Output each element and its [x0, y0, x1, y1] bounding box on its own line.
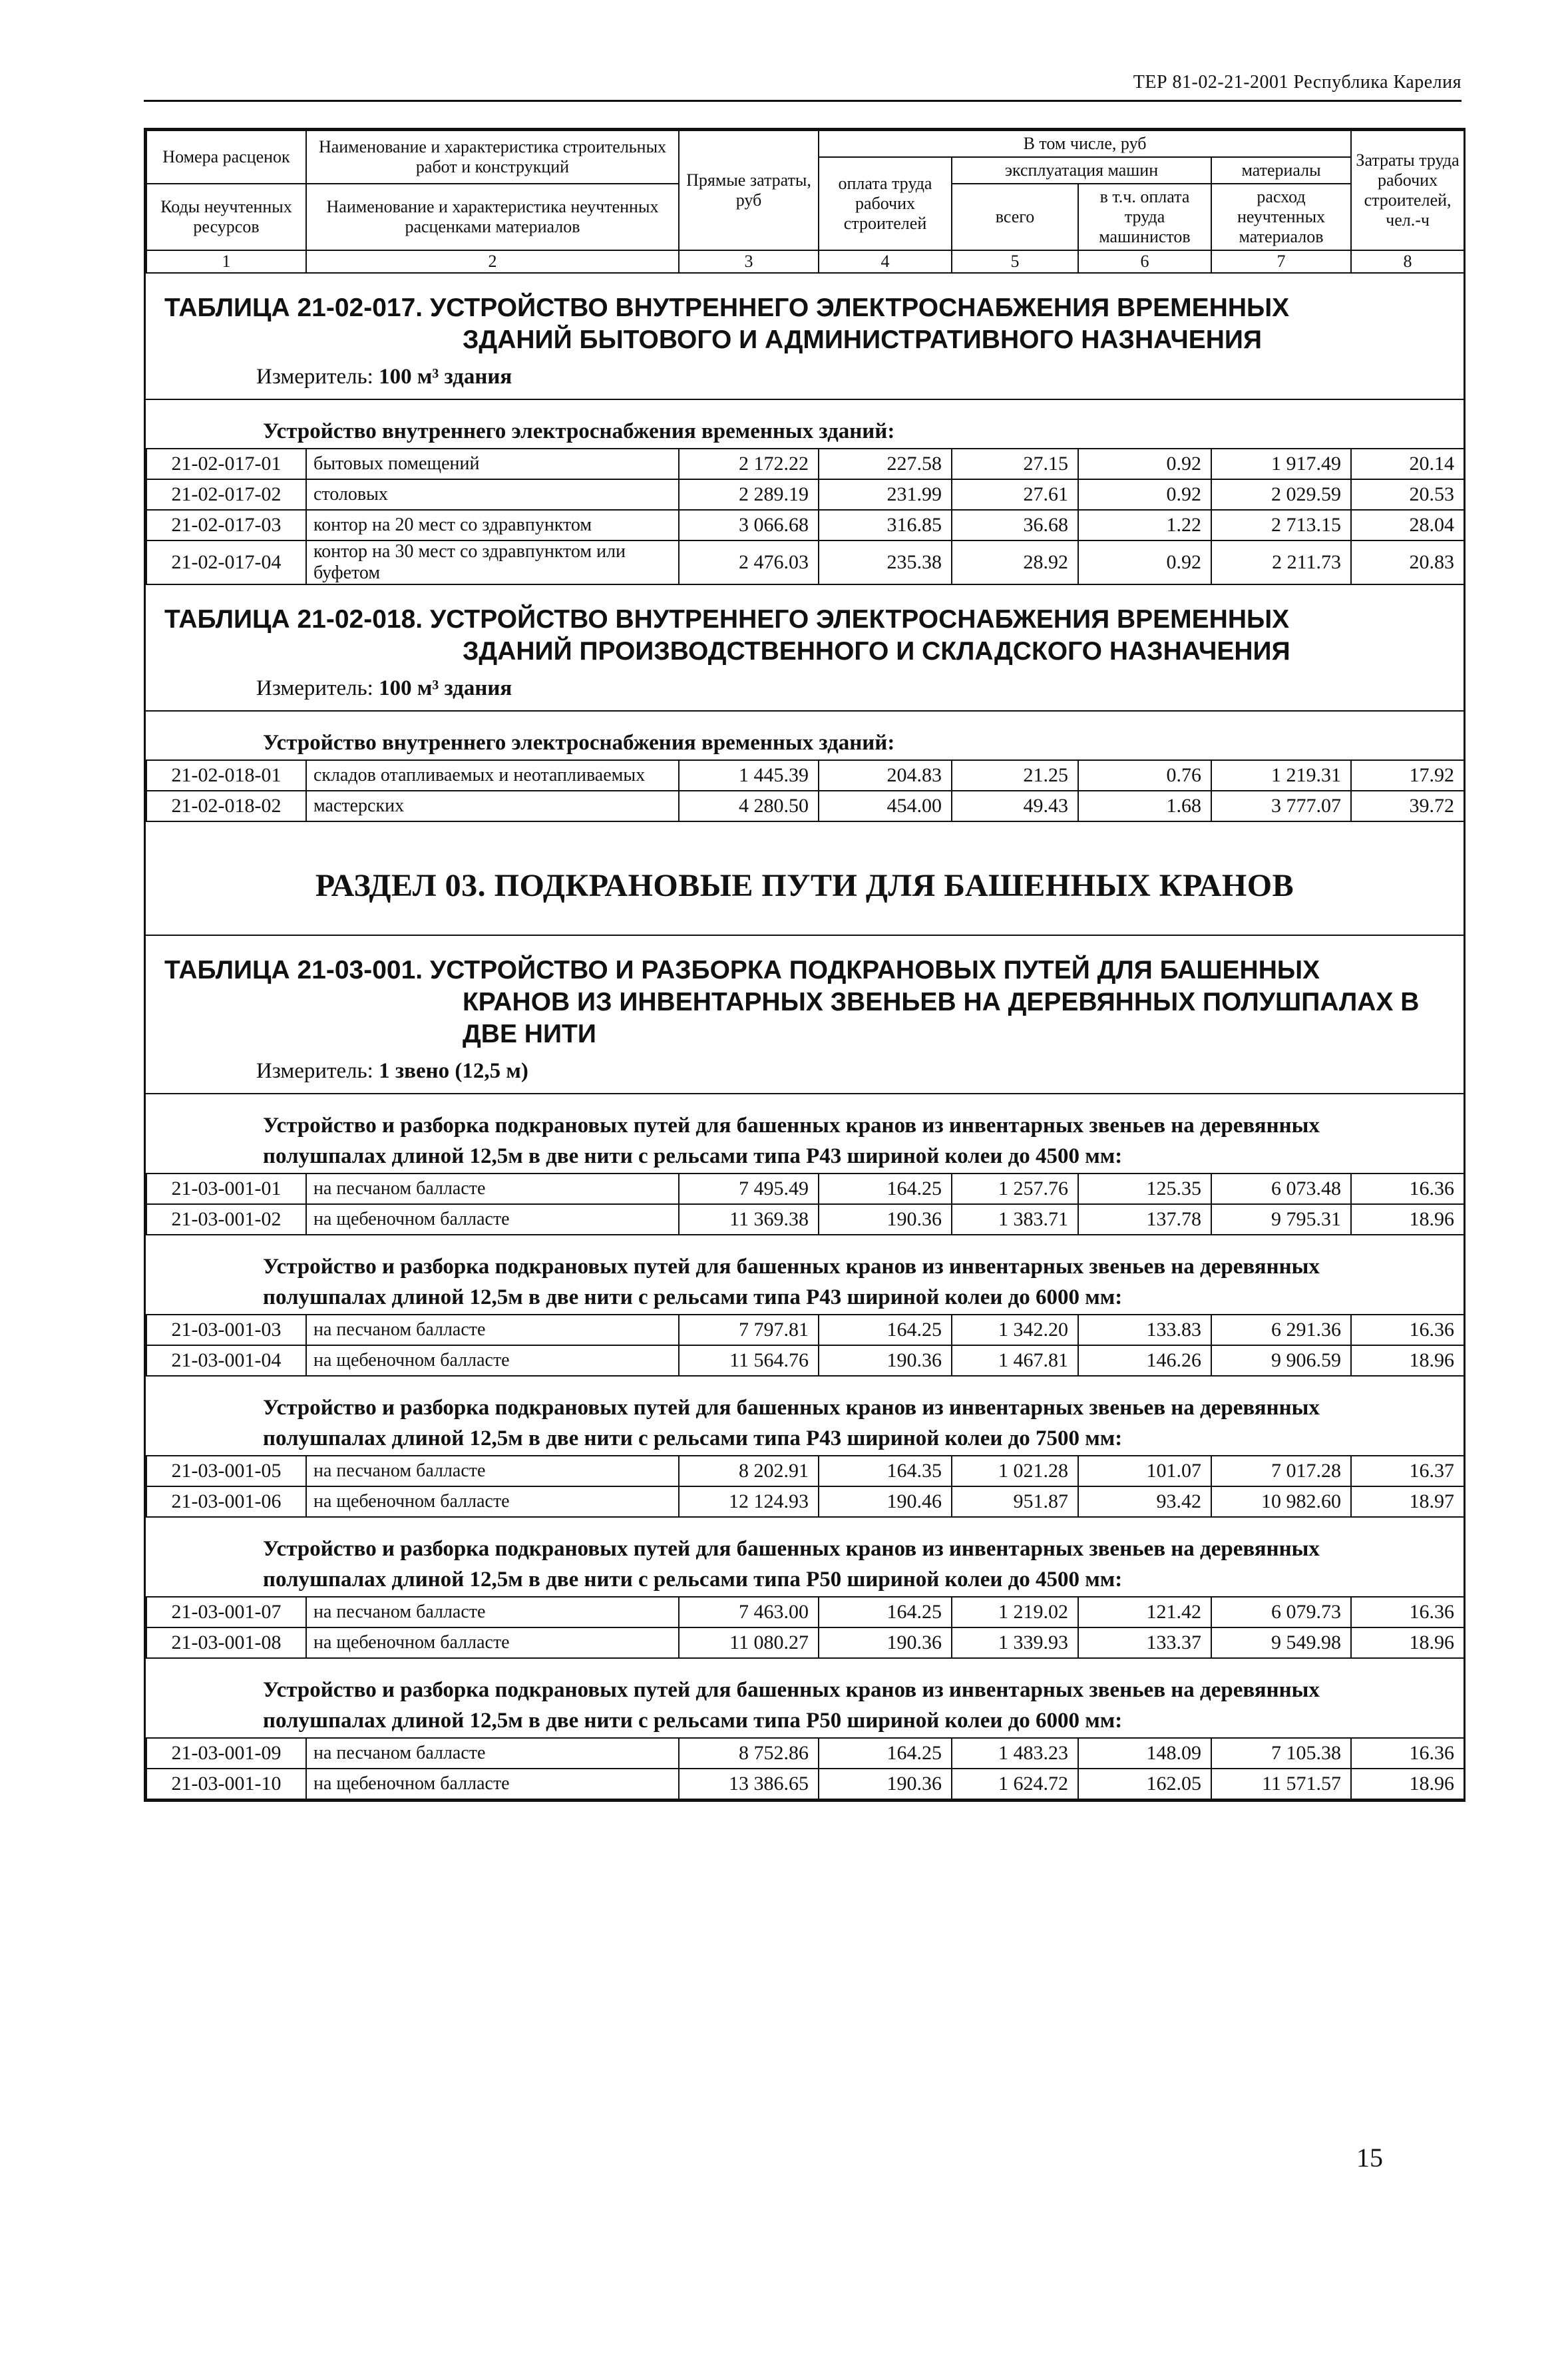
machinist-wages: 133.83	[1078, 1315, 1211, 1345]
labor-hours: 28.04	[1351, 510, 1464, 540]
rate-code: 21-03-001-02	[146, 1204, 306, 1235]
machinist-wages: 125.35	[1078, 1174, 1211, 1204]
table-title-continuation: ЗДАНИЙ ПРОИЗВОДСТВЕННОГО И СКЛАДСКОГО НАЗНАЧЕНИЯ	[463, 637, 1290, 666]
worker-wages: 190.46	[819, 1486, 952, 1517]
labor-hours: 16.36	[1351, 1738, 1464, 1769]
group-heading: Устройство и разборка подкрановых путей для башенных кранов из инвентарных звеньев на деревянных полушпалах длиной 12,5м в две нити с рельсами типа Р43 шириной колеи до 7500 мм:	[263, 1396, 1320, 1450]
group-machines-header: эксплуатация машин	[952, 157, 1211, 184]
worker-wages: 164.35	[819, 1456, 952, 1486]
column-header	[146, 130, 1465, 274]
machinist-wages: 93.42	[1078, 1486, 1211, 1517]
column-number: 5	[952, 250, 1078, 273]
labor-hours: 18.96	[1351, 1204, 1464, 1235]
machinist-wages: 0.92	[1078, 479, 1211, 510]
machines-total: 1 624.72	[952, 1769, 1078, 1799]
material-cost: 9 549.98	[1211, 1627, 1351, 1658]
direct-cost: 8 752.86	[679, 1738, 819, 1769]
group-heading: Устройство и разборка подкрановых путей для башенных кранов из инвентарных звеньев на деревянных полушпалах длиной 12,5м в две нити с рельсами типа Р43 шириной колеи до 6000 мм:	[263, 1255, 1320, 1309]
work-name: на песчаном балласте	[306, 1597, 679, 1627]
work-name: на песчаном балласте	[306, 1315, 679, 1345]
work-name: на щебеночном балласте	[306, 1345, 679, 1376]
table-row	[146, 1769, 1464, 1799]
worker-wages: 231.99	[819, 479, 952, 510]
col-resource-code-header: Коды неучтенных ресурсов	[146, 184, 306, 250]
rate-code: 21-02-018-01	[146, 760, 306, 791]
table-row	[146, 1456, 1464, 1486]
machinist-wages: 133.37	[1078, 1627, 1211, 1658]
rate-code: 21-03-001-01	[146, 1174, 306, 1204]
machines-total: 21.25	[952, 760, 1078, 791]
work-name: складов отапливаемых и неотапливаемых	[306, 760, 679, 791]
rate-code: 21-03-001-03	[146, 1315, 306, 1345]
machinist-wages: 0.76	[1078, 760, 1211, 791]
measurement-unit	[164, 359, 1464, 395]
machines-total: 1 339.93	[952, 1627, 1078, 1658]
rate-code: 21-03-001-09	[146, 1738, 306, 1769]
table-title-line	[164, 955, 1464, 986]
table-title-continuation: КРАНОВ ИЗ ИНВЕНТАРНЫХ ЗВЕНЬЕВ НА ДЕРЕВЯННЫХ ПОЛУШПАЛАХ В	[463, 988, 1420, 1016]
rates-table	[146, 1596, 1465, 1659]
worker-wages: 190.36	[819, 1769, 952, 1799]
col-direct-cost-header: Прямые затраты, руб	[679, 130, 819, 250]
material-cost: 6 291.36	[1211, 1315, 1351, 1345]
table-title-continuation: ЗДАНИЙ БЫТОВОГО И АДМИНИСТРАТИВНОГО НАЗНАЧЕНИЯ	[463, 325, 1262, 354]
column-number: 1	[146, 250, 306, 273]
labor-hours: 16.36	[1351, 1174, 1464, 1204]
machines-total: 1 467.81	[952, 1345, 1078, 1376]
direct-cost: 7 495.49	[679, 1174, 819, 1204]
table-row	[146, 510, 1464, 540]
direct-cost: 2 476.03	[679, 540, 819, 584]
header-rule	[144, 100, 1462, 102]
col-rate-number-header: Номера расценок	[146, 130, 306, 184]
table-title: УСТРОЙСТВО ВНУТРЕННЕГО ЭЛЕКТРОСНАБЖЕНИЯ ВРЕМЕННЫХ	[429, 294, 1290, 322]
group-heading: Устройство и разборка подкрановых путей для башенных кранов из инвентарных звеньев на деревянных полушпалах длиной 12,5м в две нити с рельсами типа Р50 шириной колеи до 6000 мм:	[263, 1678, 1320, 1733]
table-row	[146, 1738, 1464, 1769]
column-number: 2	[306, 250, 679, 273]
work-name: на песчаном балласте	[306, 1456, 679, 1486]
table-code: ТАБЛИЦА 21-03-001.	[164, 956, 423, 984]
work-name: на песчаном балласте	[306, 1738, 679, 1769]
direct-cost: 2 172.22	[679, 449, 819, 479]
worker-wages: 190.36	[819, 1204, 952, 1235]
direct-cost: 12 124.93	[679, 1486, 819, 1517]
work-name: столовых	[306, 479, 679, 510]
rate-code: 21-03-001-08	[146, 1627, 306, 1658]
machinist-wages: 101.07	[1078, 1456, 1211, 1486]
machines-total: 951.87	[952, 1486, 1078, 1517]
worker-wages: 204.83	[819, 760, 952, 791]
material-cost: 6 073.48	[1211, 1174, 1351, 1204]
labor-hours: 16.36	[1351, 1315, 1464, 1345]
column-number: 3	[679, 250, 819, 273]
group-including-header: В том числе, руб	[819, 130, 1351, 157]
rate-code: 21-03-001-05	[146, 1456, 306, 1486]
col-machinist-wages-header: в т.ч. оплата труда машинистов	[1078, 184, 1211, 250]
rate-code: 21-02-017-03	[146, 510, 306, 540]
table-code: ТАБЛИЦА 21-02-018.	[164, 605, 423, 634]
machines-total: 1 021.28	[952, 1456, 1078, 1486]
work-name: бытовых помещений	[306, 449, 679, 479]
table-row	[146, 1174, 1464, 1204]
work-name: контор на 20 мест со здравпунктом	[306, 510, 679, 540]
table-row	[146, 449, 1464, 479]
machines-total: 28.92	[952, 540, 1078, 584]
page-number: 15	[1356, 2143, 1383, 2173]
machines-total: 27.15	[952, 449, 1078, 479]
worker-wages: 190.36	[819, 1627, 952, 1658]
table-row	[146, 760, 1464, 791]
rates-table	[146, 759, 1465, 822]
column-number: 8	[1351, 250, 1464, 273]
work-name: на щебеночном балласте	[306, 1769, 679, 1799]
measurement-unit-value: 100 м³ здания	[379, 676, 512, 700]
work-name: на щебеночном балласте	[306, 1627, 679, 1658]
measurement-unit-value: 1 звено (12,5 м)	[379, 1059, 528, 1083]
col-wages-header: оплата труда рабочих строителей	[819, 157, 952, 250]
table-row	[146, 791, 1464, 821]
rates-table	[146, 1173, 1465, 1235]
work-name: на щебеночном балласте	[306, 1486, 679, 1517]
table-title-continuation: ДВЕ НИТИ	[463, 1020, 596, 1048]
column-number: 6	[1078, 250, 1211, 273]
col-work-name-header: Наименование и характеристика строительных работ и конструкций	[306, 130, 679, 184]
rates-table	[146, 1455, 1465, 1518]
norms-table	[144, 128, 1466, 1802]
running-head: ТЕР 81-02-21-2001 Республика Карелия	[1133, 72, 1462, 93]
material-cost: 7 017.28	[1211, 1456, 1351, 1486]
direct-cost: 2 289.19	[679, 479, 819, 510]
col-material-usage-header: расход неучтенных материалов	[1211, 184, 1351, 250]
material-cost: 2 211.73	[1211, 540, 1351, 584]
table-title: УСТРОЙСТВО И РАЗБОРКА ПОДКРАНОВЫХ ПУТЕЙ ДЛЯ БАШЕННЫХ	[429, 956, 1320, 984]
group-heading: Устройство внутреннего электроснабжения временных зданий:	[263, 419, 895, 443]
table-title-block	[146, 274, 1464, 400]
group-heading: Устройство и разборка подкрановых путей для башенных кранов из инвентарных звеньев на деревянных полушпалах длиной 12,5м в две нити с рельсами типа Р43 шириной колеи до 4500 мм:	[263, 1114, 1320, 1168]
table-title-block	[146, 585, 1464, 712]
col-labor-hours-header: Затраты труда рабочих строителей, чел.-ч	[1351, 130, 1464, 250]
table-title-block	[146, 936, 1464, 1094]
measurement-unit	[164, 670, 1464, 706]
material-cost: 2 029.59	[1211, 479, 1351, 510]
worker-wages: 164.25	[819, 1315, 952, 1345]
machines-total: 49.43	[952, 791, 1078, 821]
machinist-wages: 1.68	[1078, 791, 1211, 821]
rate-code: 21-03-001-06	[146, 1486, 306, 1517]
material-cost: 7 105.38	[1211, 1738, 1351, 1769]
labor-hours: 18.96	[1351, 1627, 1464, 1658]
rate-code: 21-02-017-01	[146, 449, 306, 479]
rate-code: 21-03-001-04	[146, 1345, 306, 1376]
material-cost: 6 079.73	[1211, 1597, 1351, 1627]
col-material-name-header: Наименование и характеристика неучтенных расценками материалов	[306, 184, 679, 250]
direct-cost: 11 080.27	[679, 1627, 819, 1658]
machinist-wages: 0.92	[1078, 540, 1211, 584]
machines-total: 1 383.71	[952, 1204, 1078, 1235]
machines-total: 1 257.76	[952, 1174, 1078, 1204]
worker-wages: 164.25	[819, 1597, 952, 1627]
direct-cost: 11 369.38	[679, 1204, 819, 1235]
measurement-unit-label: Измеритель:	[256, 1059, 373, 1083]
material-cost: 2 713.15	[1211, 510, 1351, 540]
worker-wages: 316.85	[819, 510, 952, 540]
group-heading: Устройство и разборка подкрановых путей для башенных кранов из инвентарных звеньев на деревянных полушпалах длиной 12,5м в две нити с рельсами типа Р50 шириной колеи до 4500 мм:	[263, 1537, 1320, 1592]
machinist-wages: 146.26	[1078, 1345, 1211, 1376]
machinist-wages: 121.42	[1078, 1597, 1211, 1627]
column-number-row	[146, 250, 1464, 273]
labor-hours: 17.92	[1351, 760, 1464, 791]
direct-cost: 8 202.91	[679, 1456, 819, 1486]
table-row	[146, 540, 1464, 584]
table-body	[146, 274, 1464, 1800]
measurement-unit-label: Измеритель:	[256, 676, 373, 700]
labor-hours: 20.83	[1351, 540, 1464, 584]
machines-total: 27.61	[952, 479, 1078, 510]
machinist-wages: 1.22	[1078, 510, 1211, 540]
direct-cost: 1 445.39	[679, 760, 819, 791]
column-number: 4	[819, 250, 952, 273]
worker-wages: 190.36	[819, 1345, 952, 1376]
measurement-unit-value: 100 м³ здания	[379, 365, 512, 389]
table-title-line	[164, 292, 1464, 324]
rates-table	[146, 448, 1465, 585]
rates-table	[146, 1737, 1465, 1800]
worker-wages: 235.38	[819, 540, 952, 584]
material-cost: 1 219.31	[1211, 760, 1351, 791]
machinist-wages: 0.92	[1078, 449, 1211, 479]
table-title-line	[164, 604, 1464, 636]
labor-hours: 20.53	[1351, 479, 1464, 510]
work-name: мастерских	[306, 791, 679, 821]
machines-total: 1 483.23	[952, 1738, 1078, 1769]
machines-total: 36.68	[952, 510, 1078, 540]
work-name: на щебеночном балласте	[306, 1204, 679, 1235]
rate-code: 21-02-017-04	[146, 540, 306, 584]
work-name: контор на 30 мест со здравпунктом или буфетом	[306, 540, 679, 584]
material-cost: 1 917.49	[1211, 449, 1351, 479]
rate-code: 21-03-001-07	[146, 1597, 306, 1627]
labor-hours: 16.36	[1351, 1597, 1464, 1627]
table-title: УСТРОЙСТВО ВНУТРЕННЕГО ЭЛЕКТРОСНАБЖЕНИЯ ВРЕМЕННЫХ	[429, 605, 1290, 634]
machines-total: 1 219.02	[952, 1597, 1078, 1627]
material-cost: 9 795.31	[1211, 1204, 1351, 1235]
labor-hours: 16.37	[1351, 1456, 1464, 1486]
measurement-unit-label: Измеритель:	[256, 365, 373, 389]
table-row	[146, 1315, 1464, 1345]
machinist-wages: 162.05	[1078, 1769, 1211, 1799]
labor-hours: 20.14	[1351, 449, 1464, 479]
machines-total: 1 342.20	[952, 1315, 1078, 1345]
rates-table	[146, 1314, 1465, 1377]
worker-wages: 164.25	[819, 1174, 952, 1204]
column-number: 7	[1211, 250, 1351, 273]
material-cost: 3 777.07	[1211, 791, 1351, 821]
direct-cost: 13 386.65	[679, 1769, 819, 1799]
direct-cost: 7 463.00	[679, 1597, 819, 1627]
worker-wages: 164.25	[819, 1738, 952, 1769]
work-name: на песчаном балласте	[306, 1174, 679, 1204]
table-row	[146, 1597, 1464, 1627]
worker-wages: 454.00	[819, 791, 952, 821]
measurement-unit	[164, 1053, 1464, 1089]
table-row	[146, 479, 1464, 510]
material-cost: 9 906.59	[1211, 1345, 1351, 1376]
group-heading: Устройство внутреннего электроснабжения временных зданий:	[263, 731, 895, 755]
table-row	[146, 1627, 1464, 1658]
table-row	[146, 1345, 1464, 1376]
col-machines-total-header: всего	[952, 184, 1078, 250]
rate-code: 21-02-018-02	[146, 791, 306, 821]
machinist-wages: 148.09	[1078, 1738, 1211, 1769]
table-row	[146, 1204, 1464, 1235]
table-code: ТАБЛИЦА 21-02-017.	[164, 294, 423, 322]
labor-hours: 18.97	[1351, 1486, 1464, 1517]
direct-cost: 4 280.50	[679, 791, 819, 821]
group-materials-header: материалы	[1211, 157, 1351, 184]
direct-cost: 3 066.68	[679, 510, 819, 540]
material-cost: 11 571.57	[1211, 1769, 1351, 1799]
labor-hours: 39.72	[1351, 791, 1464, 821]
rate-code: 21-03-001-10	[146, 1769, 306, 1799]
direct-cost: 7 797.81	[679, 1315, 819, 1345]
section-title: РАЗДЕЛ 03. ПОДКРАНОВЫЕ ПУТИ ДЛЯ БАШЕННЫХ КРАНОВ	[146, 822, 1464, 936]
material-cost: 10 982.60	[1211, 1486, 1351, 1517]
machinist-wages: 137.78	[1078, 1204, 1211, 1235]
direct-cost: 11 564.76	[679, 1345, 819, 1376]
labor-hours: 18.96	[1351, 1769, 1464, 1799]
rate-code: 21-02-017-02	[146, 479, 306, 510]
worker-wages: 227.58	[819, 449, 952, 479]
table-row	[146, 1486, 1464, 1517]
labor-hours: 18.96	[1351, 1345, 1464, 1376]
